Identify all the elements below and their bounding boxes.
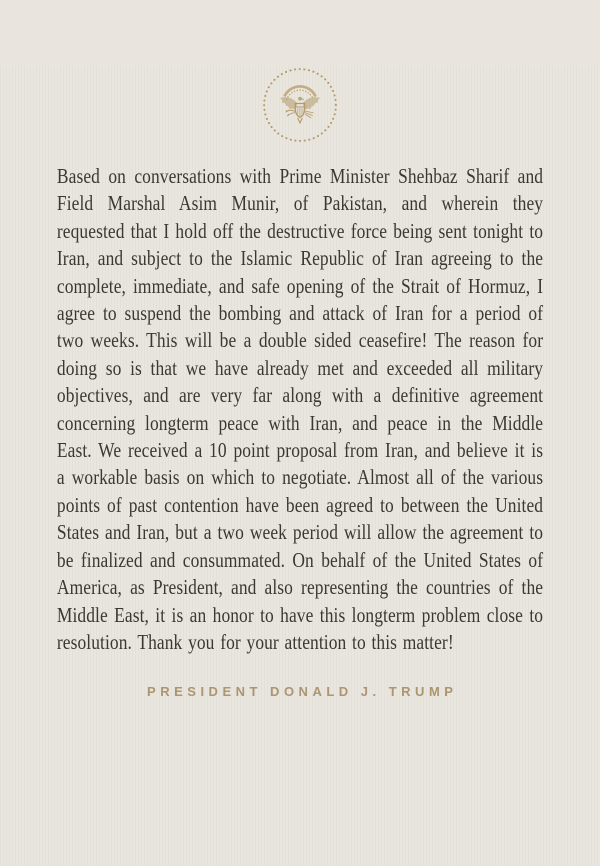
presidential-seal-icon — [261, 66, 339, 144]
presidential-seal — [261, 66, 339, 144]
signature: PRESIDENT DONALD J. TRUMP — [147, 684, 458, 700]
statement-body: Based on conversations with Prime Minister Shehbaz Sharif and Field Marshal Asim Munir, of Pakistan, and wherein they requested that I hold off the destructive force being sent tonight to Iran, and subject to the Islamic Republic of Iran agreeing to the complete, immediate, and safe opening of the Strait of Hormuz, I agree to suspend the bombing and attack of Iran for a period of two weeks. This will be a double sided ceasefire! The reason for doing so is that we have already met and exceeded all military objectives, and are very far along with a definitive agreement concerning longterm peace with Iran, and peace in the Middle East. We received a 10 point proposal from Iran, and believe it is a workable basis on which to negotiate. Almost all of the various points of past contention have been agreed to between the United States and Iran, but a two week period will allow the agreement to be finalized and consummated. On behalf of the United States of America, as President, and also representing the countries of the Middle East, it is an honor to have this longterm problem close to resolution. Thank you for your attention to this matter! — [56, 166, 544, 654]
statement-graphic — [0, 66, 600, 866]
